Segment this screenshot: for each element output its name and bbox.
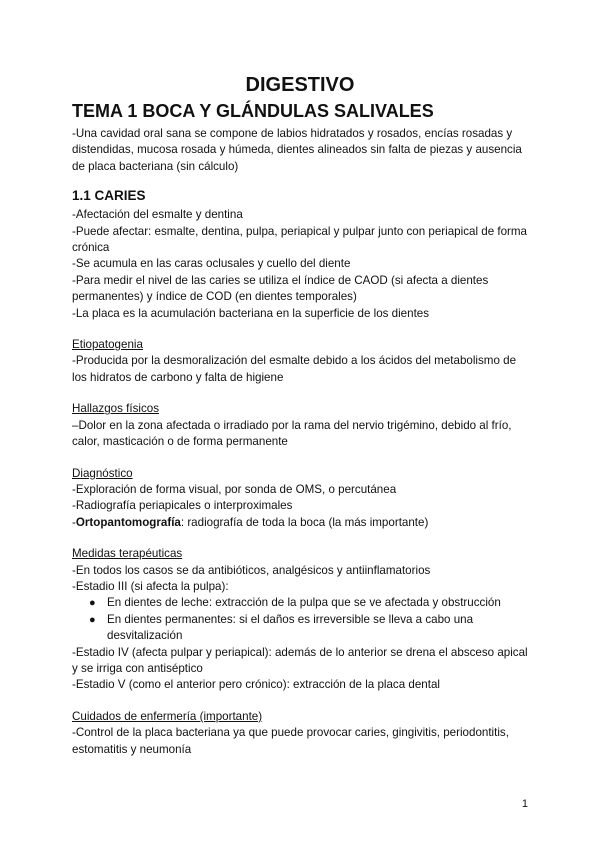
medidas-bullet-item (89, 595, 528, 611)
medidas-line: -Estadio III (si afecta la pulpa): (72, 579, 229, 593)
diagnostico-line-rest: : radiografía de toda la boca (la más importante) (180, 515, 429, 529)
diagnostico-line: -Exploración de forma visual, por sonda de OMS, o percutánea (72, 482, 397, 496)
hallazgos-heading: Hallazgos físicos (72, 402, 159, 416)
medidas-bullet-text: En dientes de leche: extracción de la pulpa que se ve afectada y obstrucción (107, 596, 501, 610)
medidas-bullet-text: En dientes permanentes: si el daños es irreversible se lleva a cabo una desvitalización (107, 612, 474, 643)
medidas-line: -En todos los casos se da antibióticos, analgésicos y antiinflamatorios (72, 563, 431, 577)
diagnostico-line: -Radiografía periapicales o interproximales (72, 499, 293, 513)
caries-line: -Para medir el nivel de las caries se utiliza el índice de CAOD (si afecta a dientes permanentes) y índice de COD (en dientes temporales) (72, 273, 489, 304)
diagnostico-heading: Diagnóstico (72, 466, 133, 480)
diagnostico-line (72, 515, 528, 531)
ortopantomografia-term: Ortopantomografía (75, 515, 181, 529)
page-number: 1 (521, 798, 528, 810)
cuidados-text: -Control de la placa bacteriana ya que puede provocar caries, gingivitis, periodontitis, estomatitis y neumonía (72, 726, 509, 756)
caries-line: -La placa es la acumulación bacteriana en la superficie de los dientes (72, 306, 430, 320)
caries-heading: 1.1 CARIES (72, 188, 146, 204)
tema-intro: -Una cavidad oral sana se compone de labios hidratados y rosados, encías rosadas y distendidas, mucosa rosada y húmeda, dientes alineados sin falta de piezas y ausencia de placa bacteriana (sin cálculo) (72, 127, 522, 173)
caries-line: -Afectación del esmalte y dentina (72, 208, 243, 222)
caries-line: -Puede afectar: esmalte, dentina, pulpa, periapical y pulpar junto con periapical de forma crónica (72, 224, 528, 255)
document-page (72, 72, 528, 758)
caries-lines (72, 207, 528, 322)
medidas-heading: Medidas terapéuticas (72, 547, 183, 561)
etiopatogenia-heading: Etiopatogenia (72, 338, 143, 352)
medidas-line: -Estadio V (como el anterior pero crónico): extracción de la placa dental (72, 678, 440, 692)
medidas-line: -Estadio IV (afecta pulpar y periapical): además de lo anterior se drena el absceso apical y se irriga con antiséptico (72, 645, 528, 675)
hallazgos-text: –Dolor en la zona afectada o irradiado por la rama del nervio trigémino, debido al frío, calor, masticación o de forma permanente (72, 418, 512, 449)
etiopatogenia-text: -Producida por la desmoralización del esmalte debido a los ácidos del metabolismo de los hidratos de carbono y falta de higiene (72, 354, 517, 384)
document-title: DIGESTIVO (245, 74, 355, 96)
diagnostico-line-prefix: - (72, 515, 76, 529)
cuidados-heading: Cuidados de enfermería (importante) (72, 709, 263, 723)
medidas-bullet-item (89, 612, 528, 645)
caries-line: -Se acumula en las caras oclusales y cuello del diente (72, 257, 351, 271)
bullet-icon: ● (89, 613, 96, 626)
tema-heading: TEMA 1 BOCA Y GLÁNDULAS SALIVALES (72, 101, 434, 121)
medidas-bullet-list (72, 595, 528, 644)
bullet-icon: ● (89, 597, 96, 610)
